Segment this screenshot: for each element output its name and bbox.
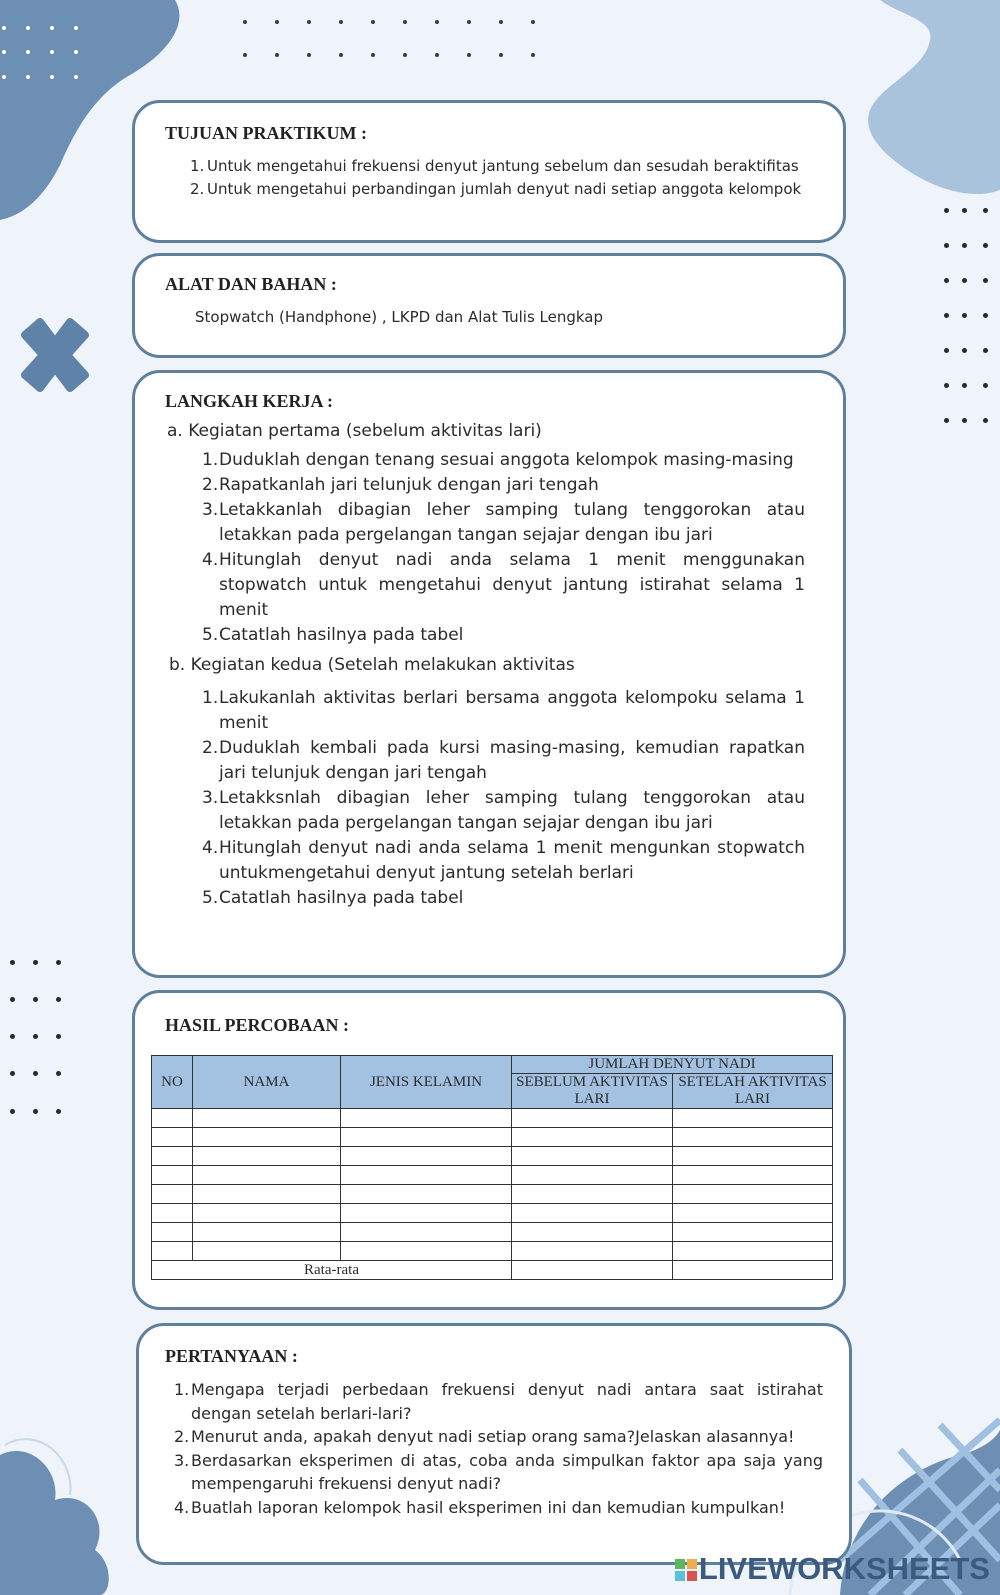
cell[interactable] <box>341 1242 512 1261</box>
list-item: 5. Catatlah hasilnya pada tabel <box>202 625 464 645</box>
cell[interactable] <box>673 1204 833 1223</box>
cell[interactable] <box>673 1166 833 1185</box>
cell[interactable] <box>512 1109 673 1128</box>
cell[interactable] <box>193 1166 341 1185</box>
cell[interactable] <box>152 1185 193 1204</box>
liveworksheets-logo[interactable] <box>675 1551 990 1587</box>
cell[interactable] <box>152 1109 193 1128</box>
table-footer-row <box>152 1261 833 1280</box>
cell[interactable] <box>673 1223 833 1242</box>
cell[interactable] <box>673 1128 833 1147</box>
list-item: 1. Lakukanlah aktivitas berlari bersama anggota kelompoku selama 1 menit <box>202 688 805 733</box>
part-a-list <box>202 448 805 648</box>
results-table <box>151 1055 833 1280</box>
tujuan-card <box>132 100 846 243</box>
cell[interactable] <box>512 1242 673 1261</box>
cell[interactable] <box>193 1223 341 1242</box>
list-item: 2. Duduklah kembali pada kursi masing-masing, kemudian rapatkan jari telunjuk dengan jari tengah <box>202 738 805 783</box>
cell[interactable] <box>512 1261 673 1280</box>
cell[interactable] <box>341 1147 512 1166</box>
cell[interactable] <box>512 1147 673 1166</box>
langkah-card <box>132 370 846 978</box>
alat-card <box>132 253 846 358</box>
cell[interactable] <box>673 1109 833 1128</box>
cell[interactable] <box>341 1223 512 1242</box>
table-row <box>152 1223 833 1242</box>
logo-icon <box>675 1559 697 1581</box>
cell[interactable] <box>152 1204 193 1223</box>
cell[interactable] <box>341 1128 512 1147</box>
cell[interactable] <box>341 1204 512 1223</box>
list-item: 4. Hitunglah denyut nadi anda selama 1 menit mengunkan stopwatch untukmengetahui denyut jantung setelah berlari <box>202 838 805 883</box>
tujuan-heading: TUJUAN PRAKTIKUM : <box>165 123 367 143</box>
bottom-left-leaf <box>0 1451 109 1595</box>
cell[interactable] <box>512 1204 673 1223</box>
table-row <box>152 1147 833 1166</box>
cell[interactable] <box>193 1128 341 1147</box>
logo-text: LIVEWORKSHEETS <box>698 1551 990 1586</box>
part-a-title: a. Kegiatan pertama (sebelum aktivitas lari) <box>167 421 542 441</box>
tujuan-list <box>190 155 827 201</box>
table-row <box>152 1128 833 1147</box>
list-item: 1. Mengapa terjadi perbedaan frekuensi denyut nadi antara saat istirahat dengan setelah berlari-lari? <box>174 1380 823 1423</box>
part-b-title: b. Kegiatan kedua (Setelah melakukan aktivitas <box>169 655 575 675</box>
col-header-no: NO <box>152 1056 193 1109</box>
cell[interactable] <box>193 1242 341 1261</box>
list-item: 2. Rapatkanlah jari telunjuk dengan jari tengah <box>202 475 599 495</box>
cell[interactable] <box>152 1128 193 1147</box>
col-header-jumlah-denyut: JUMLAH DENYUT NADI <box>512 1056 833 1074</box>
cell[interactable] <box>152 1147 193 1166</box>
alat-text: Stopwatch (Handphone) , LKPD dan Alat Tulis Lengkap <box>195 308 604 326</box>
cell[interactable] <box>512 1128 673 1147</box>
list-item: 2. Untuk mengetahui perbandingan jumlah denyut nadi setiap anggota kelompok <box>190 180 802 198</box>
list-item: 3. Letakkanlah dibagian leher samping tulang tenggorokan atau letakkan pada pergelangan tangan sejajar dengan ibu jari <box>202 500 805 545</box>
cell[interactable] <box>341 1166 512 1185</box>
cell[interactable] <box>152 1242 193 1261</box>
cell[interactable] <box>673 1261 833 1280</box>
cell[interactable] <box>673 1242 833 1261</box>
cell[interactable] <box>673 1147 833 1166</box>
hasil-heading: HASIL PERCOBAAN : <box>165 1015 350 1035</box>
cell[interactable] <box>152 1166 193 1185</box>
pertanyaan-heading: PERTANYAAN : <box>165 1346 298 1366</box>
part-b-list <box>202 686 805 911</box>
table-row <box>152 1109 833 1128</box>
langkah-heading: LANGKAH KERJA : <box>165 391 334 411</box>
col-header-sebelum: SEBELUM AKTIVITAS LARI <box>512 1074 673 1109</box>
col-header-setelah: SETELAH AKTIVITAS LARI <box>673 1074 833 1109</box>
cell[interactable] <box>512 1185 673 1204</box>
list-item: 1. Untuk mengetahui frekuensi denyut jantung sebelum dan sesudah beraktifitas <box>190 157 799 175</box>
list-item: 3. Letakksnlah dibagian leher samping tulang tenggorokan atau letakkan pada pergelangan tangan sejajar dengan ibu jari <box>202 788 805 833</box>
alat-heading: ALAT DAN BAHAN : <box>165 274 337 294</box>
cell[interactable] <box>512 1223 673 1242</box>
col-header-jenis-kelamin: JENIS KELAMIN <box>341 1056 512 1109</box>
x-shape <box>25 322 85 388</box>
table-row <box>152 1166 833 1185</box>
table-row <box>152 1185 833 1204</box>
col-header-nama: NAMA <box>193 1056 341 1109</box>
hasil-card <box>132 990 846 1310</box>
list-item: 1. Duduklah dengan tenang sesuai anggota kelompok masing-masing <box>202 450 794 470</box>
list-item: 4. Hitunglah denyut nadi anda selama 1 menit menggunakan stopwatch untuk mengetahui denyut jantung istirahat selama 1 menit <box>202 550 805 620</box>
cell[interactable] <box>152 1223 193 1242</box>
cell[interactable] <box>512 1166 673 1185</box>
cell[interactable] <box>341 1109 512 1128</box>
pertanyaan-list <box>174 1378 823 1519</box>
cell[interactable] <box>193 1147 341 1166</box>
cell[interactable] <box>673 1185 833 1204</box>
rata-rata-label: Rata-rata <box>152 1261 512 1280</box>
top-right-blob <box>868 0 1000 194</box>
pertanyaan-card <box>136 1323 852 1565</box>
cell[interactable] <box>193 1204 341 1223</box>
cell[interactable] <box>341 1185 512 1204</box>
table-row <box>152 1242 833 1261</box>
list-item: 4. Buatlah laporan kelompok hasil eksperimen ini dan kemudian kumpulkan! <box>174 1497 786 1517</box>
cell[interactable] <box>193 1185 341 1204</box>
list-item: 2. Menurut anda, apakah denyut nadi setiap orang sama?Jelaskan alasannya! <box>174 1427 795 1446</box>
cell[interactable] <box>193 1109 341 1128</box>
table-row <box>152 1204 833 1223</box>
list-item: 5. Catatlah hasilnya pada tabel <box>202 888 464 908</box>
list-item: 3. Berdasarkan eksperimen di atas, coba anda simpulkan faktor apa saja yang mempengaruhi frekuensi denyut nadi? <box>174 1450 823 1493</box>
